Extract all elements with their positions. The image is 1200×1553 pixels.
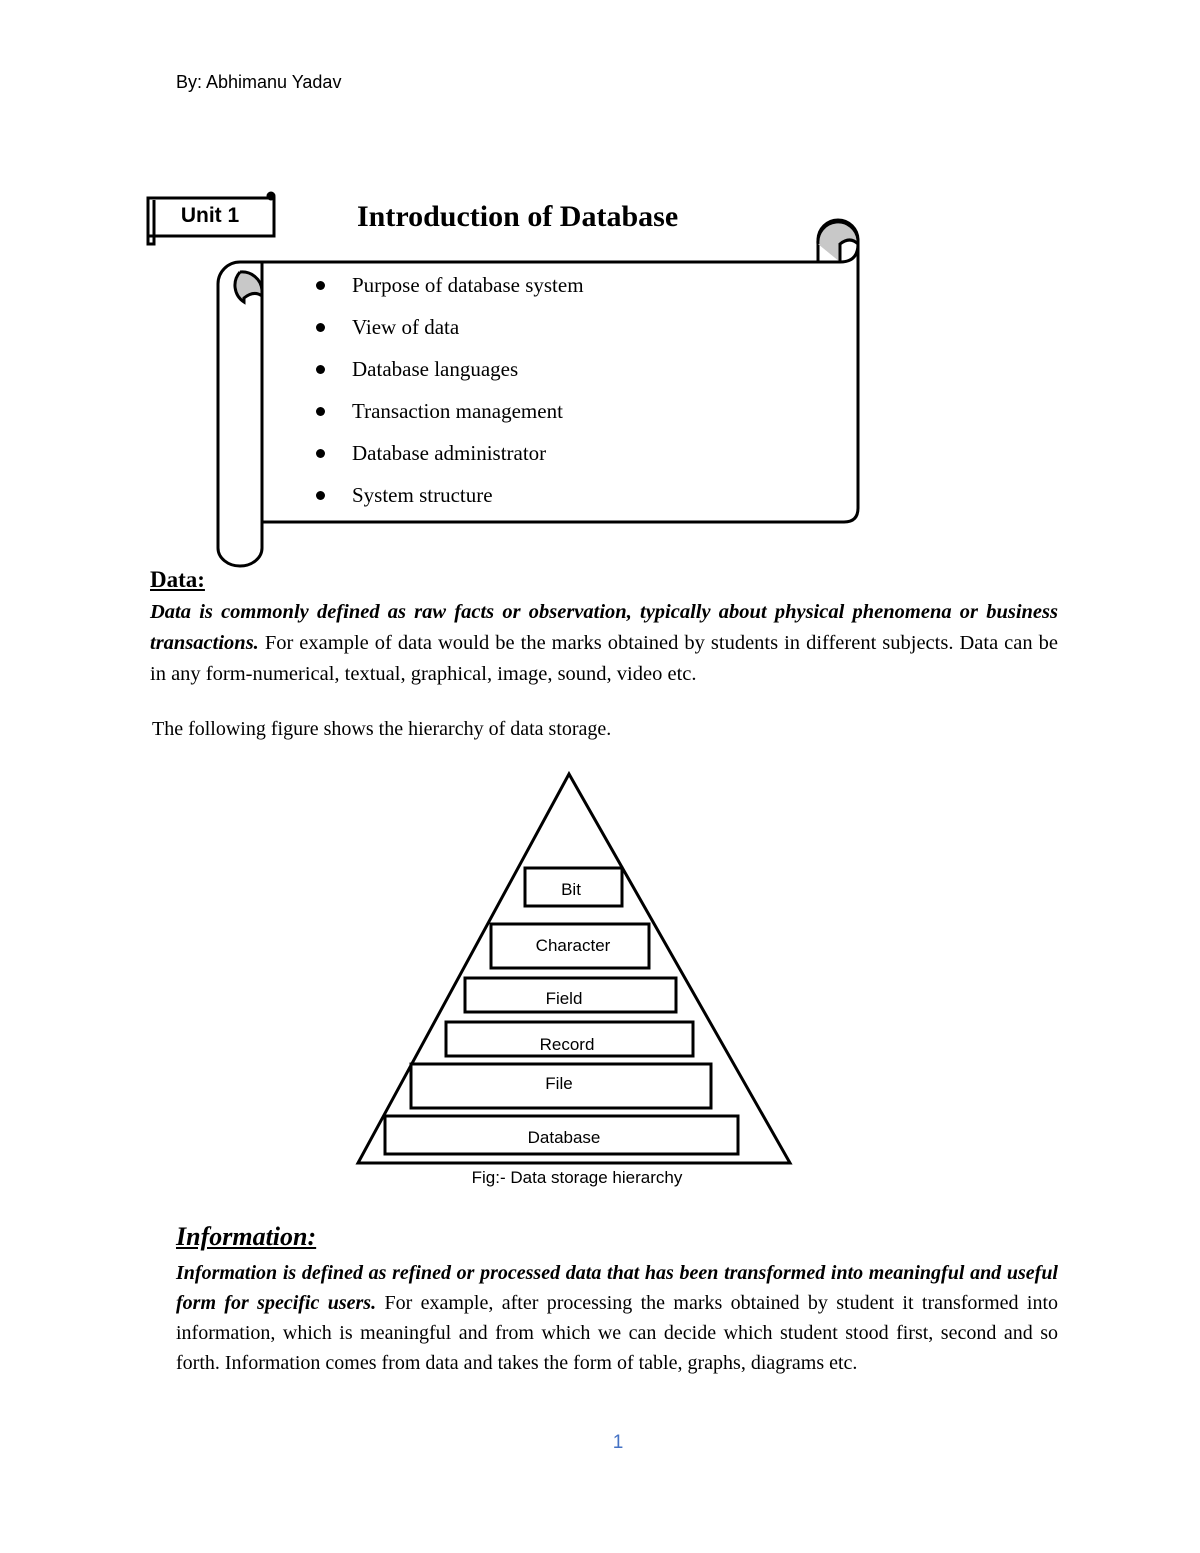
scroll-left-roll xyxy=(218,262,262,566)
bullet-icon xyxy=(316,491,325,500)
level-label: Bit xyxy=(561,880,581,899)
information-body: For example, after processing the marks obtained by student it transformed into information, which is meaningful and from which we can decide which student stood first, second and so forth. Information comes from data and takes the form of table, graphs, diagrams etc. xyxy=(176,1292,1059,1374)
information-paragraph xyxy=(176,1258,1058,1378)
topic-item: Database languages xyxy=(300,352,584,394)
data-body: For example of data would be the marks obtained by students in different subjects. Data can be in any form-numerical, textual, graphical, image, sound, video etc. xyxy=(150,632,1058,685)
page-number: 1 xyxy=(612,1432,624,1453)
figure-caption: Fig:- Data storage hierarchy xyxy=(471,1168,683,1187)
data-hierarchy-pyramid xyxy=(0,760,1200,1200)
bullet-icon xyxy=(316,365,325,374)
unit-label: Unit 1 xyxy=(180,204,240,227)
scroll-left-roll-shade xyxy=(235,272,262,302)
figure-intro: The following figure shows the hierarchy of data storage. xyxy=(152,718,612,740)
chapter-title: Introduction of Database xyxy=(357,200,679,233)
scroll-top-curl-shade xyxy=(818,222,858,262)
level-label: Record xyxy=(539,1035,595,1054)
bullet-icon xyxy=(316,281,325,290)
topic-item: Purpose of database system xyxy=(300,268,584,310)
topic-item: Database administrator xyxy=(300,436,584,478)
data-definition: Data is commonly defined as raw facts or observation, typically about physical phenomena or business transactions. xyxy=(150,601,1058,654)
topic-item: System structure xyxy=(300,478,584,520)
level-label: File xyxy=(545,1074,573,1093)
level-label: Character xyxy=(535,936,611,955)
data-heading: Data: xyxy=(150,567,205,592)
topic-list xyxy=(300,268,584,520)
author-header: By: Abhimanu Yadav xyxy=(176,72,342,92)
level-label: Database xyxy=(527,1128,601,1147)
information-heading: Information: xyxy=(176,1222,317,1251)
bullet-icon xyxy=(316,407,325,416)
bullet-icon xyxy=(316,449,325,458)
topic-item: View of data xyxy=(300,310,584,352)
information-definition: Information is defined as refined or processed data that has been transformed into meaningful and useful form for specific users. xyxy=(176,1262,1058,1314)
bullet-icon xyxy=(316,323,325,332)
scroll-banner xyxy=(0,0,1200,600)
data-paragraph xyxy=(150,597,1058,690)
unit-box-knob xyxy=(268,193,274,199)
topic-item: Transaction management xyxy=(300,394,584,436)
level-label: Field xyxy=(545,989,583,1008)
